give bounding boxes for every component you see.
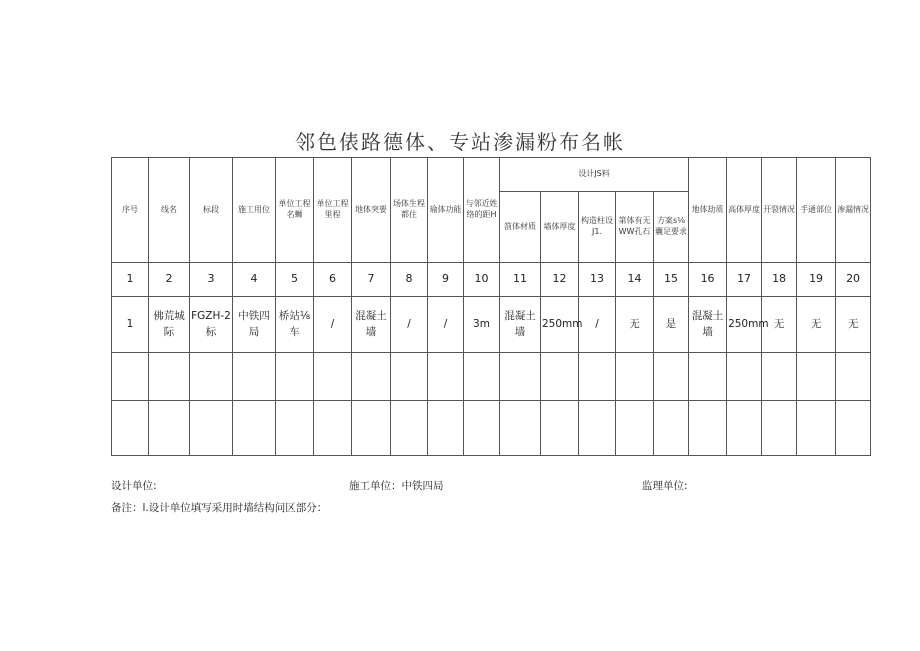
column-number: 10 xyxy=(464,263,500,297)
header-cell: 墙体厚度 xyxy=(541,192,579,263)
column-number: 1 xyxy=(112,263,149,297)
table-cell: / xyxy=(428,297,464,353)
column-number: 2 xyxy=(149,263,190,297)
column-number: 20 xyxy=(836,263,871,297)
header-cell: 方案s⅛囊足要求 xyxy=(654,192,689,263)
table-cell: 1 xyxy=(112,297,149,353)
column-number: 12 xyxy=(541,263,579,297)
header-cell: 单位工程里程 xyxy=(314,158,352,263)
header-cell: 序号 xyxy=(112,158,149,263)
header-cell: 箚体材质 xyxy=(500,192,541,263)
header-cell: 第体有无WW孔石 xyxy=(616,192,654,263)
table-cell: 混凝土墙 xyxy=(352,297,391,353)
column-number: 17 xyxy=(727,263,762,297)
table-cell: 250mm xyxy=(541,297,579,353)
page-title: 邻色俵路德体、专站渗漏粉布名帐 xyxy=(295,130,625,154)
header-cell: 单位工程名蛳 xyxy=(276,158,314,263)
header-cell: 手通部位 xyxy=(797,158,836,263)
table-cell: 无 xyxy=(797,297,836,353)
table-cell: 混凝土墙 xyxy=(500,297,541,353)
header-cell: 与邻近姓络的距H xyxy=(464,158,500,263)
table-row xyxy=(112,297,871,353)
table-row xyxy=(112,353,871,401)
supervision-unit-label: 监理单位: xyxy=(642,480,688,492)
header-cell: 施工用位 xyxy=(233,158,276,263)
column-number: 9 xyxy=(428,263,464,297)
column-number: 14 xyxy=(616,263,654,297)
table-cell: 混凝土墙 xyxy=(689,297,727,353)
table-cell: 佛荒城际 xyxy=(149,297,190,353)
table-row xyxy=(112,401,871,456)
column-number: 18 xyxy=(762,263,797,297)
header-cell: 标段 xyxy=(190,158,233,263)
header-cell: 开裂情况 xyxy=(762,158,797,263)
construction-unit-label: 施工单位：中铁四局 xyxy=(349,480,444,492)
table-cell: 无 xyxy=(616,297,654,353)
table-cell: 无 xyxy=(762,297,797,353)
leakage-ledger-table xyxy=(111,157,871,456)
header-cell: 场体生程都住 xyxy=(391,158,428,263)
column-number: 5 xyxy=(276,263,314,297)
column-number: 13 xyxy=(579,263,616,297)
column-number: 16 xyxy=(689,263,727,297)
column-number: 15 xyxy=(654,263,689,297)
column-number: 7 xyxy=(352,263,391,297)
column-number: 6 xyxy=(314,263,352,297)
header-cell: 瑜体功能 xyxy=(428,158,464,263)
table-cell: 无 xyxy=(836,297,871,353)
header-cell: 地体劫质 xyxy=(689,158,727,263)
design-unit-label: 设计单位: xyxy=(111,480,157,492)
table-cell: / xyxy=(314,297,352,353)
header-cell: 线名 xyxy=(149,158,190,263)
header-cell: 高体厚度 xyxy=(727,158,762,263)
table-cell: 桥站⅛车 xyxy=(276,297,314,353)
table-cell: / xyxy=(579,297,616,353)
group-header-cell: 设计JS料 xyxy=(500,158,689,192)
column-number: 19 xyxy=(797,263,836,297)
header-cell: 构造柱设J1. xyxy=(579,192,616,263)
table-cell: 是 xyxy=(654,297,689,353)
table-cell: 250mm xyxy=(727,297,762,353)
column-number: 4 xyxy=(233,263,276,297)
header-cell: 渗漏情况 xyxy=(836,158,871,263)
table-cell: FGZH-2标 xyxy=(190,297,233,353)
header-cell: 地体突要 xyxy=(352,158,391,263)
column-number: 3 xyxy=(190,263,233,297)
column-number: 8 xyxy=(391,263,428,297)
table-cell: / xyxy=(391,297,428,353)
remark-note: 备注：l.设计单位填写采用时墙结构问区部分： xyxy=(111,502,328,514)
table-cell: 3m xyxy=(464,297,500,353)
table-cell: 中铁四局 xyxy=(233,297,276,353)
column-number: 11 xyxy=(500,263,541,297)
